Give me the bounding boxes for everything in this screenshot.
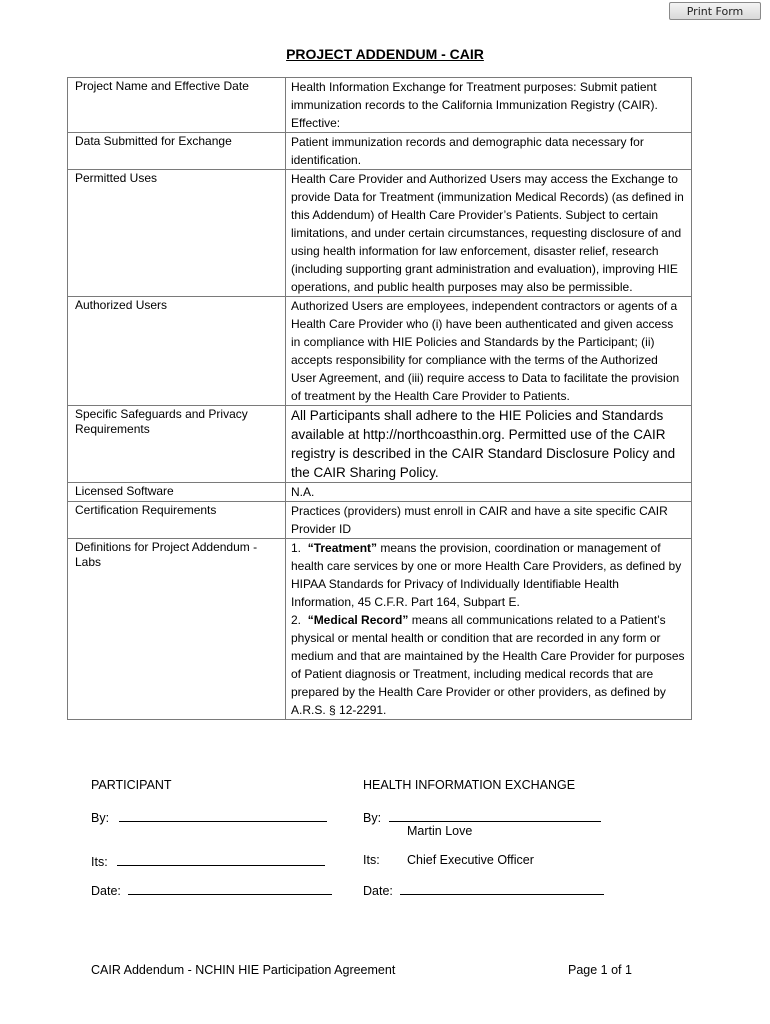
definitions-value xyxy=(286,539,692,720)
hie-its-label: Its: xyxy=(363,853,380,867)
row-label: Certification Requirements xyxy=(68,502,286,539)
signature-line[interactable] xyxy=(400,882,604,895)
row-label: Permitted Uses xyxy=(68,170,286,297)
row-label: Project Name and Effective Date xyxy=(68,78,286,133)
row-label: Definitions for Project Addendum - Labs xyxy=(68,539,286,720)
definition-medical-record: 2. “Medical Record” means all communications related to a Patient’s physical or mental health or condition that are recorded in any form or medium and that are maintained by the Health Care Provider for purposes of Patient diagnosis or Treatment, including medical records that are prepared by the Health Care Provider or other providers, as defined by A.R.S. § 12-2291. xyxy=(291,613,685,717)
page-title: PROJECT ADDENDUM - CAIR xyxy=(286,46,484,62)
signature-line[interactable] xyxy=(128,882,332,895)
table-row xyxy=(68,170,692,297)
hie-signer-name: Martin Love xyxy=(407,824,473,838)
addendum-table xyxy=(67,77,692,720)
hie-heading: HEALTH INFORMATION EXCHANGE xyxy=(363,778,576,792)
signature-line[interactable] xyxy=(119,809,327,822)
footer-document-title: CAIR Addendum - NCHIN HIE Participation Agreement xyxy=(91,963,396,977)
table-row xyxy=(68,483,692,502)
table-row xyxy=(68,297,692,406)
row-label: Specific Safeguards and Privacy Requirements xyxy=(68,406,286,483)
row-value: All Participants shall adhere to the HIE Policies and Standards available at http://northcoasthin.org. Permitted use of the CAIR registry is described in the CAIR Standard Disclosure Policy and the CAIR Sharing Policy. xyxy=(286,406,692,483)
row-value: N.A. xyxy=(286,483,692,502)
footer-page-number: Page 1 of 1 xyxy=(568,963,632,977)
row-value: Practices (providers) must enroll in CAIR and have a site specific CAIR Provider ID xyxy=(286,502,692,539)
row-value: Authorized Users are employees, independent contractors or agents of a Health Care Provider who (i) have been authenticated and given access in compliance with HIE Policies and Standards by the Participant; (ii) accepts responsibility for compliance with the terms of the Authorized User Agreement, and (iii) require access to Data to facilitate the provision of treatment by the Health Care Provider to Patients. xyxy=(286,297,692,406)
participant-heading: PARTICIPANT xyxy=(91,778,172,792)
row-value: Health Information Exchange for Treatment purposes: Submit patient immunization records to the California Immunization Registry (CAIR). Effective: xyxy=(286,78,692,133)
definition-treatment: 1. “Treatment” means the provision, coordination or management of health care services by one or more Health Care Providers, as defined by HIPAA Standards for Privacy of Individually Identifiable Health Information, 45 C.F.R. Part 164, Subpart E. xyxy=(291,541,682,609)
table-row xyxy=(68,133,692,170)
table-row xyxy=(68,78,692,133)
hie-date-field[interactable]: Date: xyxy=(363,882,604,898)
row-value: Health Care Provider and Authorized Users may access the Exchange to provide Data for Treatment (immunization Medical Records) (as defined in this Addendum) of Health Care Provider’s Patients. Subject to certain limitations, and under certain circumstances, requesting disclosure of and using health information for law enforcement, disaster relief, research (including supporting grant administration and evaluation), improving HIE operations, and public health purposes may also be permissible. xyxy=(286,170,692,297)
participant-date-field[interactable]: Date: xyxy=(91,882,332,898)
participant-its-field[interactable]: Its: xyxy=(91,853,325,869)
row-value: Patient immunization records and demographic data necessary for identification. xyxy=(286,133,692,170)
participant-by-field[interactable]: By: xyxy=(91,809,327,825)
print-form-button[interactable]: Print Form xyxy=(669,2,761,20)
hie-its-value: Chief Executive Officer xyxy=(407,853,534,867)
signature-line[interactable] xyxy=(117,853,325,866)
table-row xyxy=(68,406,692,483)
table-row xyxy=(68,502,692,539)
row-label: Authorized Users xyxy=(68,297,286,406)
hie-by-field[interactable]: By: xyxy=(363,809,601,825)
table-row xyxy=(68,539,692,720)
row-label: Data Submitted for Exchange xyxy=(68,133,286,170)
row-label: Licensed Software xyxy=(68,483,286,502)
signature-line[interactable] xyxy=(389,809,601,822)
